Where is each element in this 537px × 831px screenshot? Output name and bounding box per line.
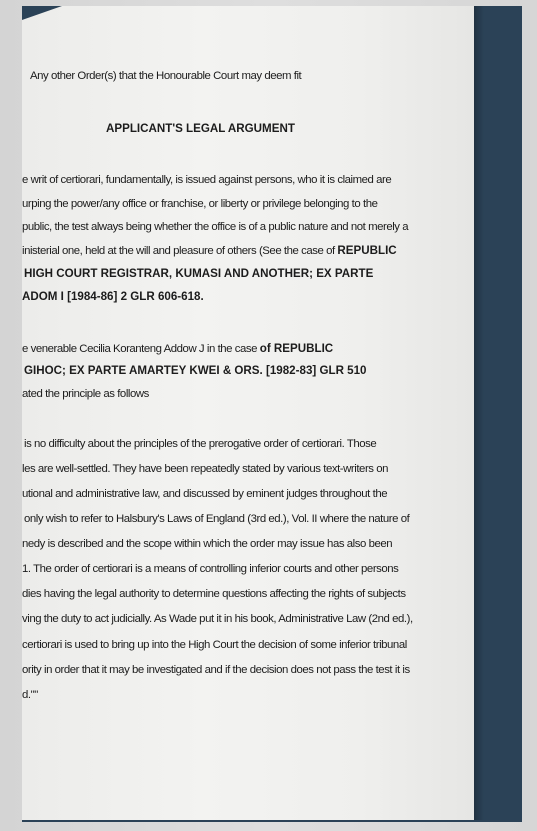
- quote-line-2: les are well-settled. They have been repeatedly stated by various text-writers on: [22, 463, 389, 475]
- quote-line-7: dies having the legal authority to determine questions affecting the rights of subjects: [22, 588, 406, 600]
- quote-line-3: utional and administrative law, and discussed by eminent judges throughout the: [22, 488, 388, 500]
- document-page: [22, 6, 474, 820]
- quote-line-4: only wish to refer to Halsbury's Laws of England (3rd ed.), Vol. II where the nature of: [24, 513, 410, 525]
- para2-line-1: e venerable Cecilia Koranteng Addow J in the case of REPUBLIC: [22, 342, 334, 355]
- quote-line-5: nedy is described and the scope within which the order may issue has also been: [22, 538, 393, 550]
- para1-line-2: urping the power/any office or franchise, or liberty or privilege belonging to the: [22, 198, 378, 210]
- quote-line-10: ority in order that it may be investigated and if the decision does not pass the test it is: [22, 664, 410, 676]
- quote-line-9: certiorari is used to bring up into the High Court the decision of some inferior tribunal: [22, 639, 407, 651]
- quote-line-1: is no difficulty about the principles of the prerogative order of certiorari. Those: [24, 438, 377, 450]
- para1-line-1: e writ of certiorari, fundamentally, is issued against persons, who it is claimed are: [22, 174, 392, 186]
- prayer-line: Any other Order(s) that the Honourable Court may deem fit: [30, 70, 302, 82]
- para1-line-3: public, the test always being whether the office is of a public nature and not merely a: [22, 221, 409, 233]
- page-edge-shadow: [474, 6, 484, 820]
- folder-corner: [22, 6, 62, 20]
- para2-line-3: ated the principle as follows: [22, 388, 149, 400]
- para2-line-2: GIHOC; EX PARTE AMARTEY KWEI & ORS. [1982-83] GLR 510: [24, 364, 367, 377]
- para1-line-4: inisterial one, held at the will and pleasure of others (See the case of REPUBLIC: [22, 244, 397, 257]
- quote-line-11: d."": [22, 689, 38, 701]
- section-heading: APPLICANT'S LEGAL ARGUMENT: [106, 122, 295, 135]
- quote-line-8: ving the duty to act judicially. As Wade put it in his book, Administrative Law (2nd ed.),: [22, 613, 413, 625]
- para1-line-6: ADOM I [1984-86] 2 GLR 606-618.: [22, 290, 204, 303]
- para1-line-5: HIGH COURT REGISTRAR, KUMASI AND ANOTHER; EX PARTE: [24, 267, 374, 280]
- quote-line-6: 1. The order of certiorari is a means of controlling inferior courts and other persons: [22, 563, 399, 575]
